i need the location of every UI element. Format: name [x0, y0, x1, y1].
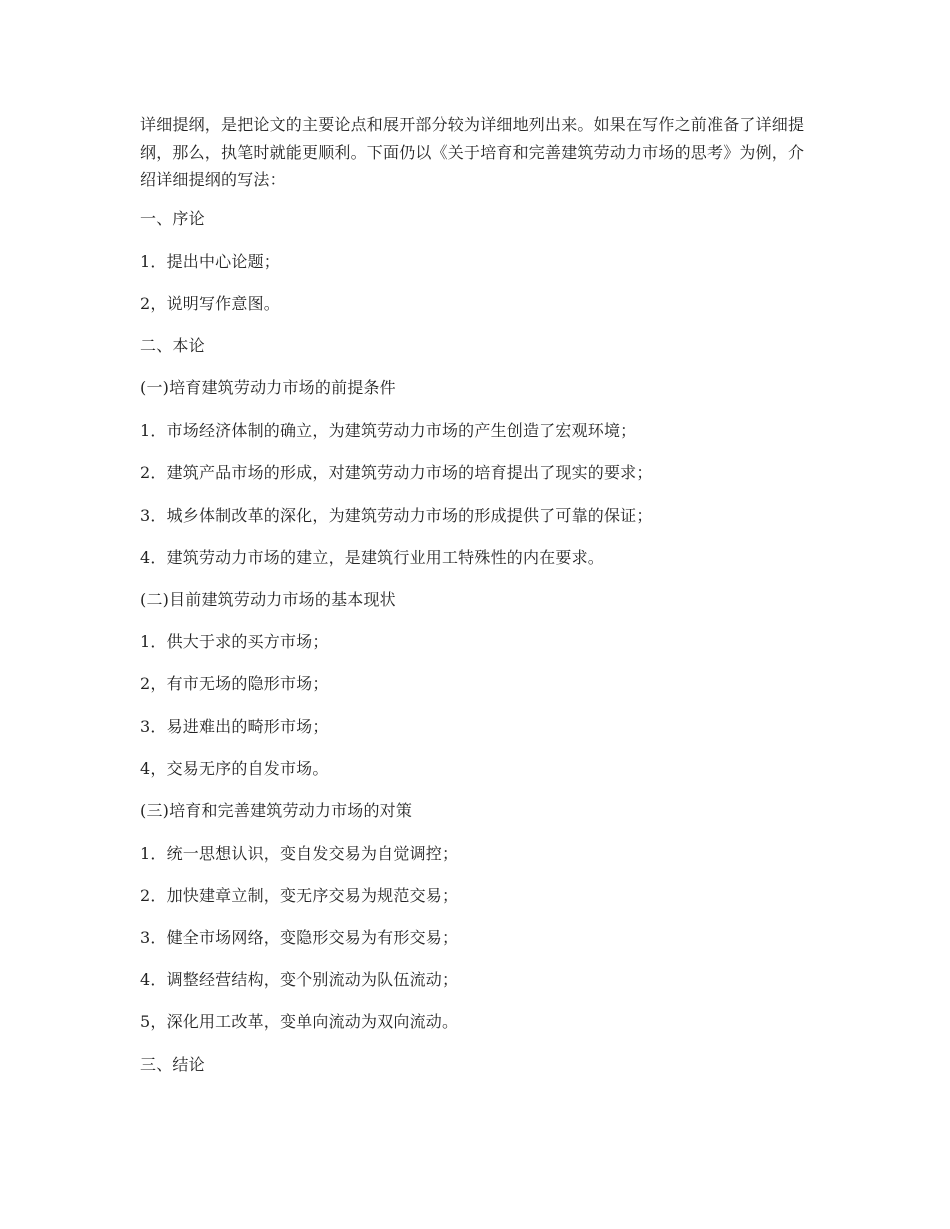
- list-item: 5，深化用工改革，变单向流动为双向流动。: [140, 1012, 459, 1031]
- list-item: 2．加快建章立制，变无序交易为规范交易；: [140, 886, 459, 905]
- subsection-heading: (二)目前建筑劳动力市场的基本现状: [140, 590, 396, 609]
- list-item: 1．供大于求的买方市场；: [140, 632, 329, 651]
- list-item: 4．调整经营结构，变个别流动为队伍流动；: [140, 970, 459, 989]
- list-item: 3．易进难出的畸形市场；: [140, 717, 329, 736]
- section-heading-conclusion: 三、结论: [140, 1055, 205, 1074]
- list-item: 4．建筑劳动力市场的建立，是建筑行业用工特殊性的内在要求。: [140, 548, 604, 567]
- list-item: 1．市场经济体制的确立，为建筑劳动力市场的产生创造了宏观环境；: [140, 421, 637, 440]
- subsection-heading: (一)培育建筑劳动力市场的前提条件: [140, 378, 396, 397]
- subsection-heading: (三)培育和完善建筑劳动力市场的对策: [140, 801, 413, 820]
- list-item: 4，交易无序的自发市场。: [140, 759, 329, 778]
- list-item: 1．提出中心论题；: [140, 252, 280, 271]
- list-item: 3．健全市场网络，变隐形交易为有形交易；: [140, 928, 459, 947]
- list-item: 2，说明写作意图。: [140, 294, 280, 313]
- list-item: 1．统一思想认识，变自发交易为自觉调控；: [140, 844, 459, 863]
- list-item: 2，有市无场的隐形市场；: [140, 674, 329, 693]
- section-heading-body: 二、本论: [140, 336, 205, 355]
- intro-paragraph: 详细提纲，是把论文的主要论点和展开部分较为详细地列出来。如果在写作之前准备了详细提纲，那么，执笔时就能更顺利。下面仍以《关于培育和完善建筑劳动力市场的思考》为例，介绍详细提纲的写法：: [140, 115, 805, 189]
- list-item: 2．建筑产品市场的形成，对建筑劳动力市场的培育提出了现实的要求；: [140, 463, 653, 482]
- section-heading-intro: 一、序论: [140, 209, 205, 228]
- list-item: 3．城乡体制改革的深化，为建筑劳动力市场的形成提供了可靠的保证；: [140, 506, 653, 525]
